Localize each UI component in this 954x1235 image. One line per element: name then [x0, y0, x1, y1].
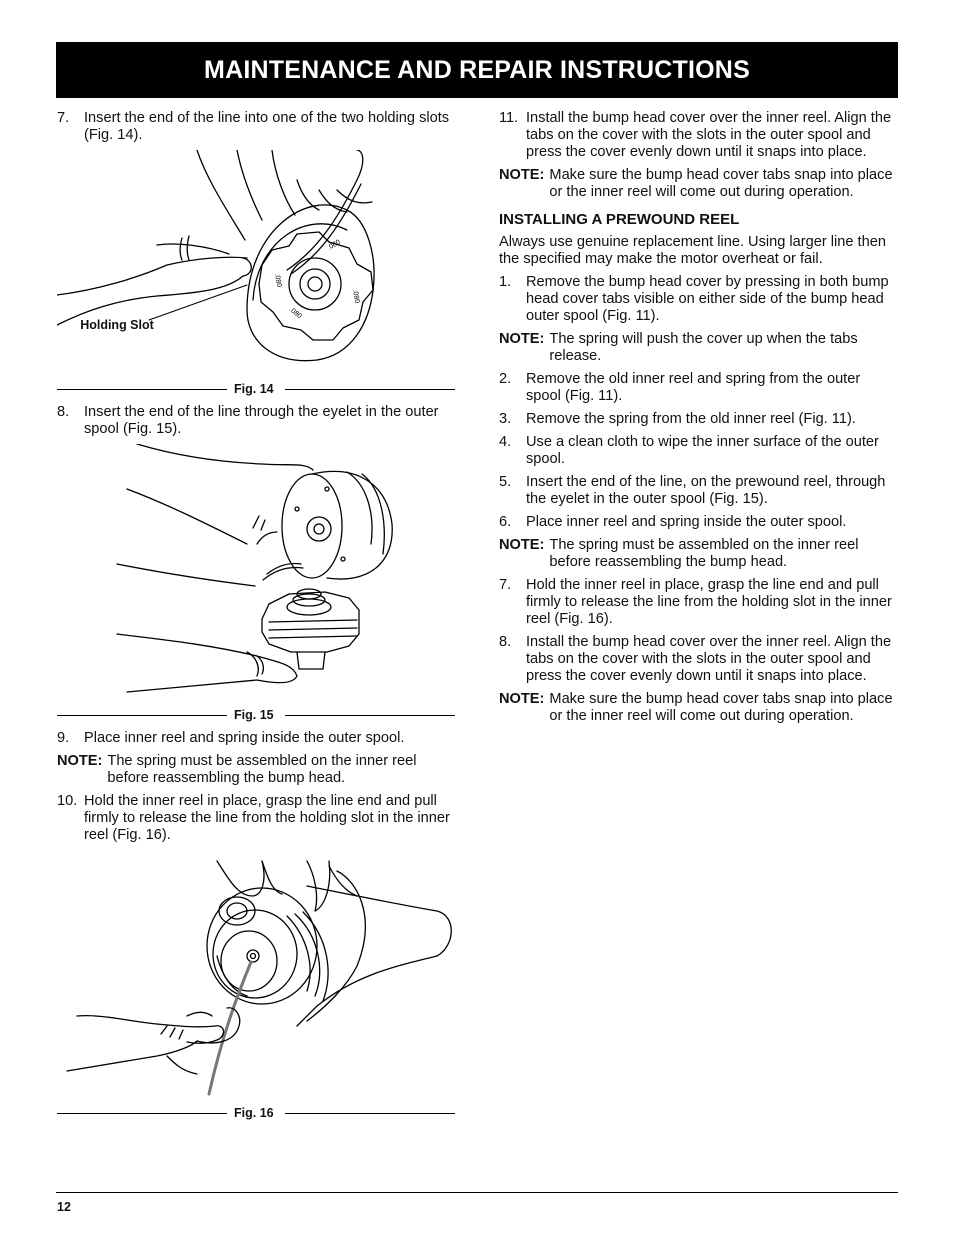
note-text: Make sure the bump head cover tabs snap into place or the inner reel will come out during operation. [549, 691, 893, 724]
note [499, 537, 898, 571]
page-title: MAINTENANCE AND REPAIR INSTRUCTIONS [204, 55, 750, 84]
instruction-step [499, 474, 898, 508]
step-text: Place inner reel and spring inside the outer spool. [84, 730, 405, 746]
step-text: Use a clean cloth to wipe the inner surface of the outer spool. [526, 434, 879, 467]
step-text: Install the bump head cover over the inner reel. Align the tabs on the cover with the slots in the outer spool and press the cover evenly down until it snaps into place. [526, 634, 892, 684]
step-number: 7. [499, 577, 512, 593]
instruction-step [499, 577, 898, 628]
instruction-step [499, 434, 898, 468]
note [57, 753, 455, 787]
step-text: Remove the spring from the old inner reel (Fig. 11). [526, 411, 856, 427]
instruction-step [57, 110, 455, 144]
step-text: Insert the end of the line into one of the two holding slots (Fig. 14). [84, 110, 450, 143]
page-header-banner [56, 42, 898, 98]
note-label: NOTE: [57, 753, 103, 769]
intro-paragraph: Always use genuine replacement line. Using larger line then the specified may make the motor overheat or fail. [499, 234, 886, 267]
note [499, 331, 898, 365]
fig14-caption: Fig. 14 [234, 382, 274, 396]
step-number: 10. [57, 793, 78, 809]
figure-caption [57, 382, 455, 396]
step-text: Hold the inner reel in place, grasp the line end and pull firmly to release the line from the holding slot in the inner reel (Fig. 16). [84, 793, 450, 843]
spool-mark: .080 [351, 289, 361, 304]
figure-caption [57, 708, 455, 722]
note-text: Make sure the bump head cover tabs snap into place or the inner reel will come out during operation. [549, 167, 893, 200]
step-number: 9. [57, 730, 70, 746]
step-text: Hold the inner reel in place, grasp the line end and pull firmly to release the line from the holding slot in the inner reel (Fig. 16). [526, 577, 892, 627]
instruction-step [499, 371, 898, 405]
figure-16 [57, 856, 455, 1104]
step-number: 4. [499, 434, 512, 450]
note-text: The spring will push the cover up when the tabs release. [549, 331, 858, 364]
note-label: NOTE: [499, 167, 545, 183]
step-text: Insert the end of the line through the eyelet in the outer spool (Fig. 15). [84, 404, 439, 437]
instruction-step [499, 411, 898, 428]
step-text: Install the bump head cover over the inner reel. Align the tabs on the cover with the slots in the outer spool and press the cover evenly down until it snaps into place. [526, 110, 892, 160]
note-label: NOTE: [499, 331, 545, 347]
note [499, 167, 898, 201]
right-column [499, 110, 898, 731]
instruction-step [499, 110, 898, 161]
note-label: NOTE: [499, 537, 545, 553]
page-number: 12 [57, 1200, 71, 1214]
fig16-caption: Fig. 16 [234, 1106, 274, 1120]
step-text: Remove the bump head cover by pressing in both bump head cover tabs visible on either side of the bump head outer spool (Fig. 11). [526, 274, 889, 324]
spool-mark: .080 [273, 273, 283, 288]
note-text: The spring must be assembled on the inner reel before reassembling the bump head. [107, 753, 417, 786]
note-text: The spring must be assembled on the inner reel before reassembling the bump head. [549, 537, 859, 570]
section-heading: INSTALLING A PREWOUND REEL [499, 211, 740, 228]
spool-mark: .080 [326, 238, 342, 252]
instruction-step [499, 274, 898, 325]
figure-15 [57, 444, 455, 706]
footer-divider [56, 1192, 898, 1193]
left-column [57, 110, 455, 1128]
step-text: Remove the old inner reel and spring from the outer spool (Fig. 11). [526, 371, 861, 404]
fig16-illustration [57, 856, 455, 1104]
note [499, 691, 898, 725]
step-text: Insert the end of the line, on the prewound reel, through the eyelet in the outer spool (Fig. 15). [526, 474, 886, 507]
step-number: 3. [499, 411, 512, 427]
instruction-step [499, 514, 898, 531]
figure-caption [57, 1106, 455, 1120]
step-number: 2. [499, 371, 512, 387]
instruction-step [499, 634, 898, 685]
step-number: 1. [499, 274, 512, 290]
fig14-illustration [57, 150, 455, 380]
step-number: 11. [499, 110, 519, 126]
step-number: 6. [499, 514, 512, 530]
figure-14 [57, 150, 455, 380]
holding-slot-callout: Holding Slot [80, 318, 154, 332]
instruction-step [57, 793, 455, 844]
step-text: Place inner reel and spring inside the outer spool. [526, 514, 847, 530]
step-number: 8. [57, 404, 70, 420]
fig15-illustration [57, 444, 455, 706]
note-label: NOTE: [499, 691, 545, 707]
spool-mark: .080 [287, 306, 303, 321]
instruction-step [57, 730, 455, 747]
fig15-caption: Fig. 15 [234, 708, 274, 722]
instruction-step [57, 404, 455, 438]
step-number: 8. [499, 634, 512, 650]
step-number: 7. [57, 110, 70, 126]
step-number: 5. [499, 474, 512, 490]
